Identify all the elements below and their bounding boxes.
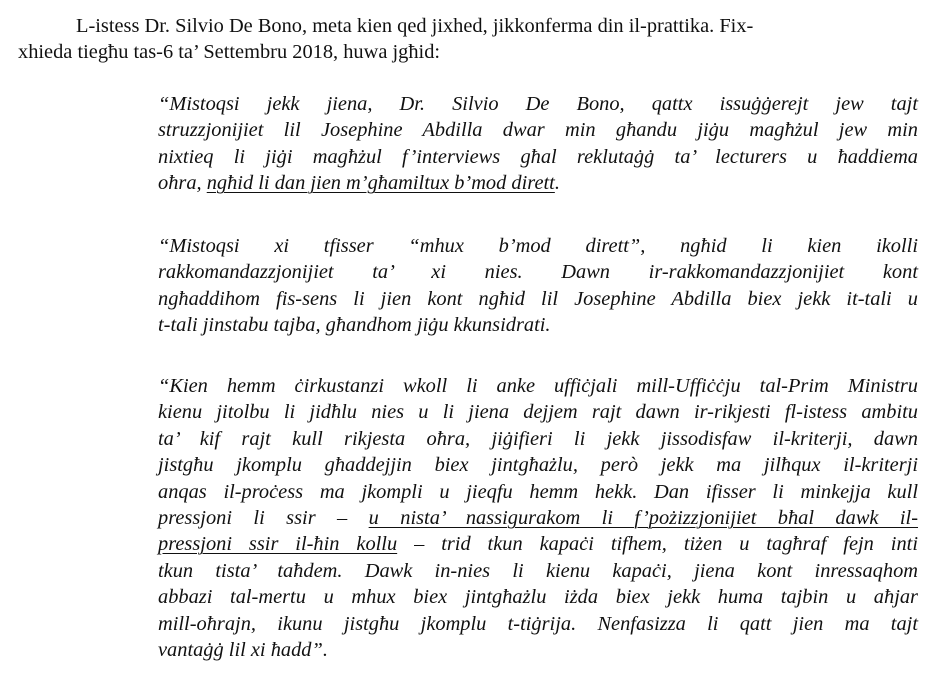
quote-line (158, 531, 918, 557)
quote-line: ta’ kif rajt kull rikjesta oħra, jiġifieri li jekk jissodisfaw il-kriterji, dawn (158, 427, 918, 450)
quote-line (158, 170, 918, 196)
quote-line: struzzjonijiet lil Josephine Abdilla dwar min għandu jiġu magħżul jew min (158, 119, 918, 142)
quote-line: anqas il-proċess ma jkompli u jieqfu hemm hekk. Dan ifisser li minkejja kull (158, 480, 918, 503)
underlined-quote-text: u nista’ nassigurakom li f’pożizzjonijiet bħal dawk il- (368, 507, 919, 530)
quote-line: tkun tista’ taħdem. Dawk in-nies li kienu kapaċi, jiena kont inressaqhom (158, 559, 918, 582)
underlined-quote-text: ngħid li dan jien m’għamiltux b’mod dirett (206, 172, 555, 195)
quote-line: abbazi tal-mertu u mhux biex jintgħażlu iżda biex jekk huma tajbin u aħjar (158, 586, 918, 609)
quote-text: oħra, (158, 172, 207, 195)
quote-line (158, 505, 918, 531)
intro-line: L-istess Dr. Silvio De Bono, meta kien qed jixhed, jikkonferma din il-prattika. Fix- (76, 15, 754, 37)
quote-block-1 (158, 91, 918, 197)
intro-paragraph (18, 13, 923, 65)
quote-text: pressjoni li ssir – (158, 507, 369, 530)
quote-block-2 (158, 233, 918, 339)
quote-line: mill-oħrajn, ikunu jistgħu jkomplu t-tiġrija. Nenfasizza li qatt jien ma tajt (158, 612, 918, 635)
quote-block-3 (158, 373, 918, 663)
quote-line: “Mistoqsi xi tfisser “mhux b’mod dirett”, ngħid li kien ikolli (158, 235, 918, 257)
quote-line: rakkomandazzjonijiet ta’ xi nies. Dawn ir-rakkomandazzjonijiet kont (158, 261, 918, 284)
intro-line: xhieda tiegħu tas-6 ta’ Settembru 2018, huwa jgħid: (18, 41, 441, 63)
quote-text: – trid tkun kapaċi tifhem, tiżen u tagħraf fejn inti (397, 533, 918, 556)
underlined-quote-text: pressjoni ssir il-ħin kollu (158, 533, 398, 556)
quote-text: . (554, 172, 560, 195)
quote-line: “Mistoqsi jekk jiena, Dr. Silvio De Bono, qattx issuġġerejt jew tajt (158, 93, 918, 115)
quote-line: “Kien hemm ċirkustanzi wkoll li anke uffiċjali mill-Uffiċċju tal-Prim Ministru (158, 375, 918, 397)
quote-line: jistgħu jkomplu għaddejjin biex jintgħażlu, però jekk ma jilħqux il-kriterji (158, 454, 918, 477)
quote-line: nixtieq li jiġi magħżul f’interviews għal reklutaġġ ta’ lecturers u ħaddiema (158, 145, 918, 168)
quote-line: t-tali jinstabu tajba, għandhom jiġu kkunsidrati. (158, 314, 551, 337)
quote-line: kienu jitolbu li jidħlu nies u li jiena dejjem rajt dawn ir-rikjesti fl-istess ambitu (158, 401, 918, 424)
quote-line: ngħaddihom fis-sens li jien kont ngħid lil Josephine Abdilla biex jekk it-tali u (158, 287, 918, 310)
quote-line: vantaġġ lil xi ħadd”. (158, 639, 328, 662)
